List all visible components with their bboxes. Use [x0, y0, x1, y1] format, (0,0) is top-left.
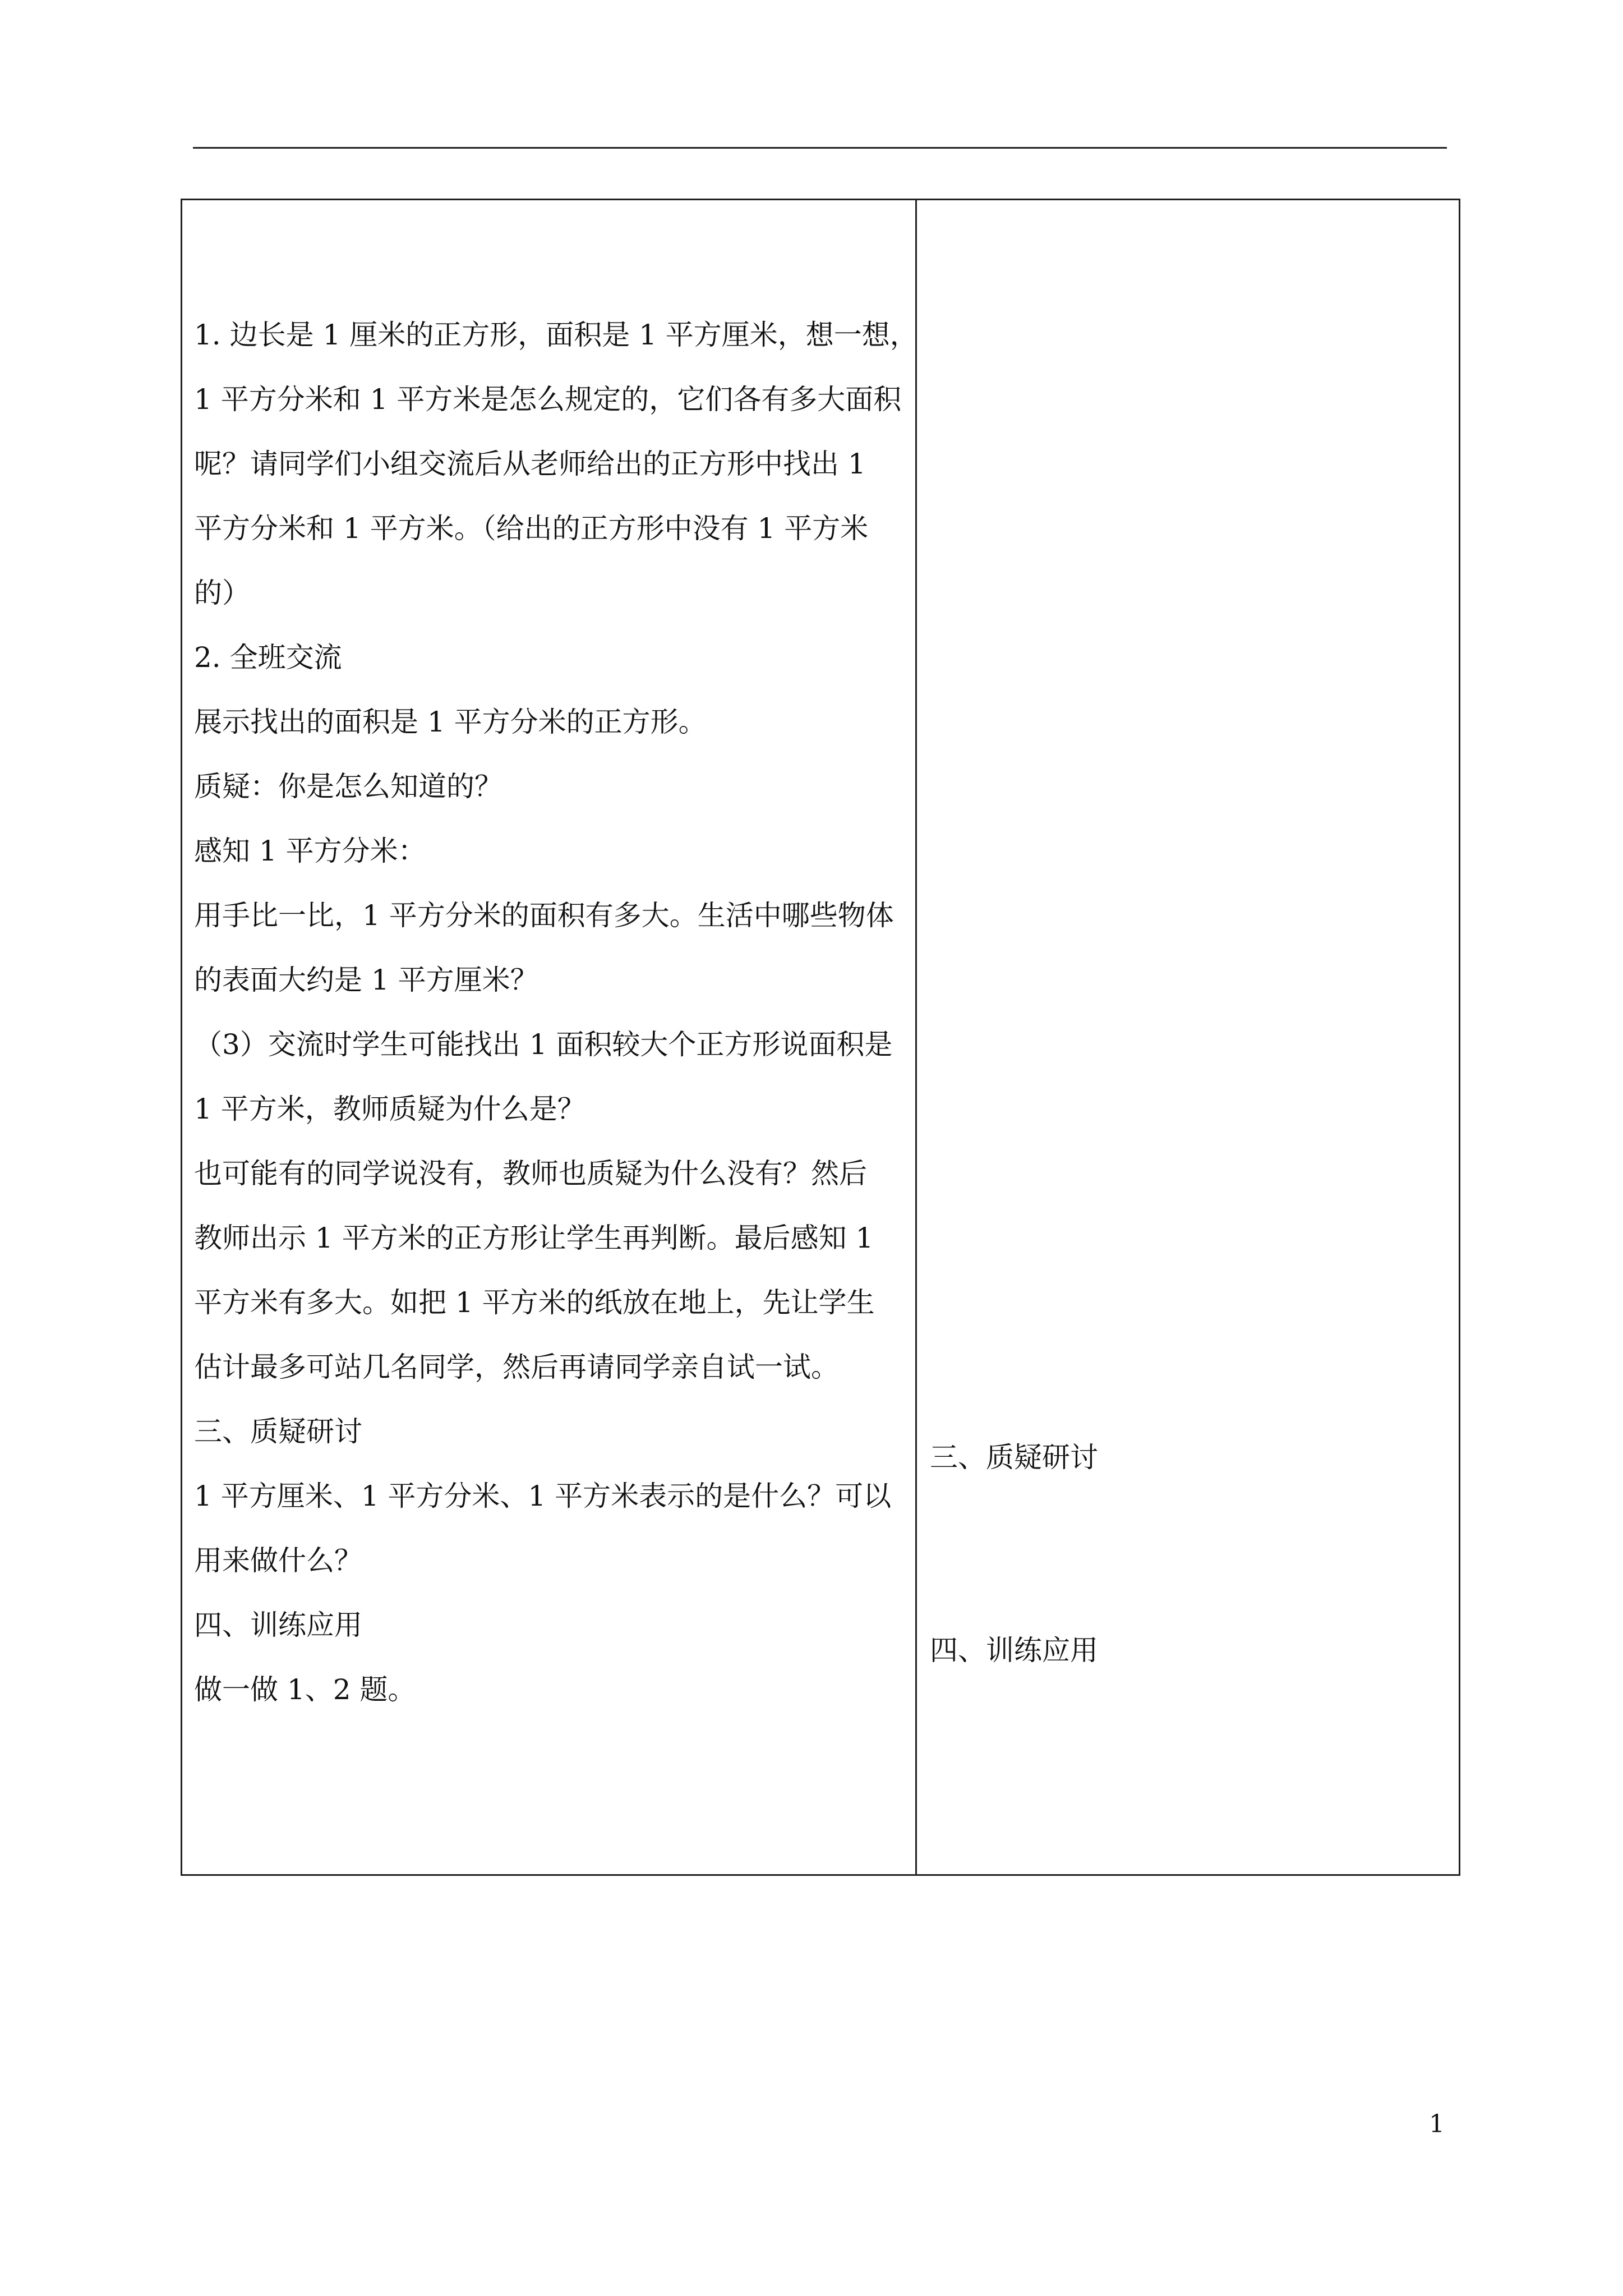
content-line: 用手比一比，1 平方分米的面积有多大。生活中哪些物体: [194, 899, 894, 932]
side-note-practice: 四、训练应用: [930, 1634, 1098, 1667]
content-line: 教师出示 1 平方米的正方形让学生再判断。最后感知 1: [194, 1222, 874, 1254]
page-number: 1: [1429, 2110, 1445, 2138]
content-line: （3）交流时学生可能找出 1 面积较大个正方形说面积是: [194, 1028, 893, 1061]
content-line: 展示找出的面积是 1 平方分米的正方形。: [194, 706, 707, 738]
content-line: 平方米有多大。如把 1 平方米的纸放在地上，先让学生: [194, 1286, 875, 1319]
content-line: 1 平方厘米、1 平方分米、1 平方米表示的是什么？可以: [194, 1480, 892, 1512]
content-line: 做一做 1、2 题。: [194, 1673, 416, 1706]
content-line: 质疑：你是怎么知道的？: [194, 770, 502, 803]
content-line: 的表面大约是 1 平方厘米？: [194, 964, 538, 996]
lesson-content-cell: [194, 303, 918, 1722]
content-line: 平方分米和 1 平方米。（给出的正方形中没有 1 平方米: [194, 512, 869, 545]
header-rule: [193, 147, 1447, 149]
content-line: 1. 边长是 1 厘米的正方形，面积是 1 平方厘米，想一想，: [194, 319, 918, 351]
content-line: 感知 1 平方分米：: [194, 835, 426, 867]
section-heading: 四、训练应用: [194, 1609, 362, 1641]
section-heading: 三、质疑研讨: [194, 1415, 362, 1448]
content-line: 呢？请同学们小组交流后从老师给出的正方形中找出 1: [194, 448, 866, 480]
content-line: 也可能有的同学说没有，教师也质疑为什么没有？然后: [194, 1157, 867, 1190]
content-line: 1 平方米，教师质疑为什么是？: [194, 1093, 585, 1125]
content-line: 1 平方分米和 1 平方米是怎么规定的，它们各有多大面积: [194, 383, 902, 416]
content-line: 的）: [194, 577, 250, 609]
content-line: 用来做什么？: [194, 1544, 362, 1577]
content-line: 2. 全班交流: [194, 641, 342, 674]
table-column-divider: [915, 199, 917, 1876]
side-note-discussion: 三、质疑研讨: [930, 1441, 1098, 1474]
content-line: 估计最多可站几名同学，然后再请同学亲自试一试。: [194, 1351, 839, 1383]
